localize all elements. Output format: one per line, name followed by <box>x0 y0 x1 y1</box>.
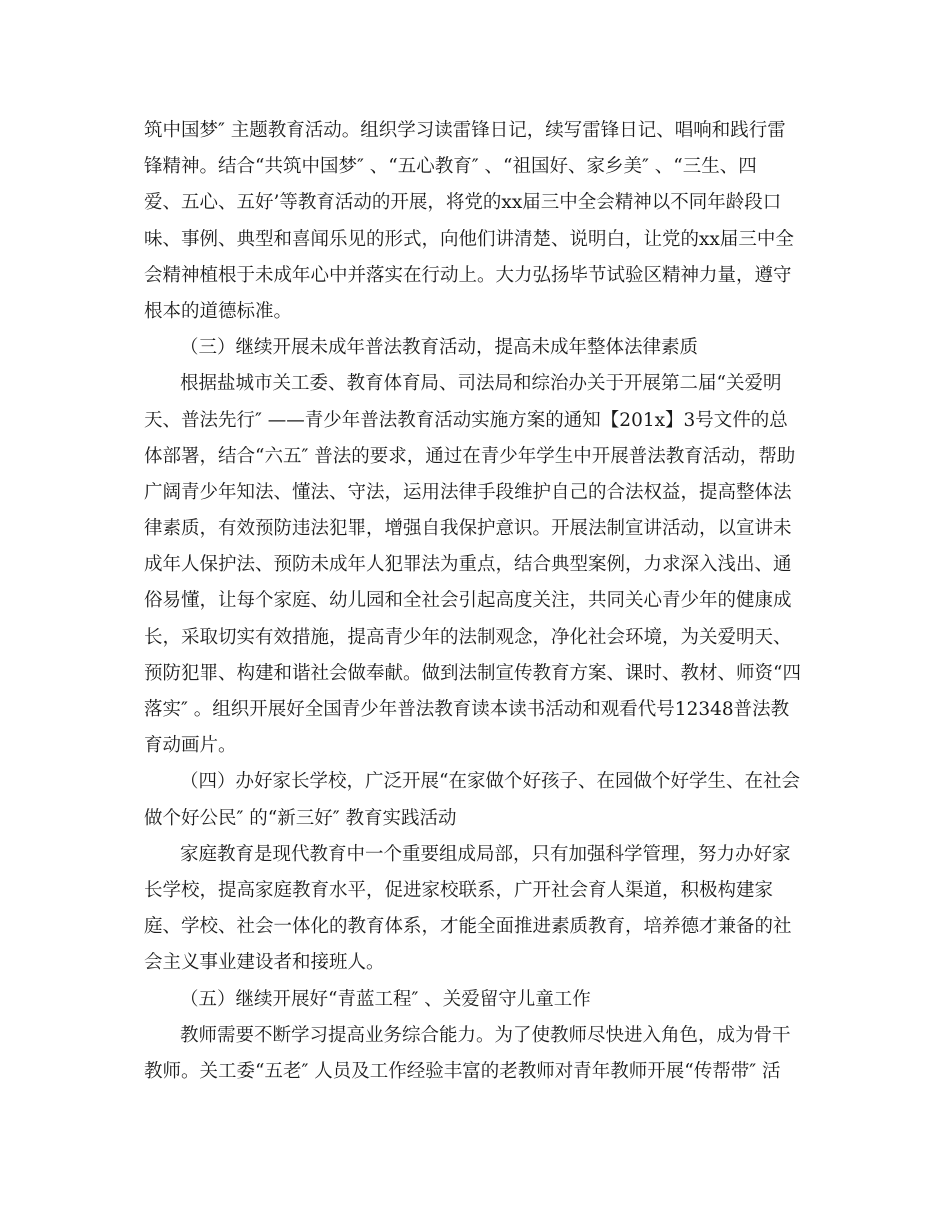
paragraph-first-line: 教师需要不断学习提高业务综合能力。为了使教师尽快进入角色，成为骨干 <box>180 1024 791 1046</box>
text-line: 爱、五心、五好’等教育活动的开展，将党的xx届三中全会精神以不同年龄段口 <box>144 192 782 214</box>
text-line: 庭、学校、社会一体化的教育体系，才能全面推进素质教育，培养德才兼备的社 <box>144 916 792 938</box>
text-line: 教师。关工委“五老″ 人员及工作经验丰富的老教师对青年教师开展“传帮带″ 活 <box>144 1060 781 1082</box>
paragraph-first-line: （四）办好家长学校，广泛开展“在家做个好孩子、在园做个好学生、在社会 <box>180 771 800 793</box>
document-body <box>144 113 812 1090</box>
text-line: 育动画片。 <box>144 735 237 757</box>
text-line: 根本的道德标准。 <box>144 300 293 322</box>
text-line: 会主义事业建设者和接班人。 <box>144 952 385 974</box>
paragraph-first-line: 根据盐城市关工委、教育体育局、司法局和综治办关于开展第二届“关爱明 <box>180 373 782 395</box>
text-line: 成年人保护法、预防未成年人犯罪法为重点，结合典型案例，力求深入浅出、通 <box>144 554 792 576</box>
paragraph-first-line: （三）继续开展未成年普法教育活动，提高未成年整体法律素质 <box>180 337 699 359</box>
text-line: 广阔青少年知法、懂法、守法，运用法律手段维护自己的合法权益，提高整体法 <box>144 481 792 503</box>
text-line: 律素质，有效预防违法犯罪，增强自我保护意识。开展法制宣讲活动，以宣讲未 <box>144 518 792 540</box>
text-line: 锋精神。结合“共筑中国梦″ 、“五心教育″ 、“祖国好、家乡美″ 、“三生、四 <box>144 156 757 178</box>
text-line: 味、事例、典型和喜闻乐见的形式，向他们讲清楚、说明白，让党的xx届三中全 <box>144 228 794 250</box>
text-line: 预防犯罪、构建和谐社会做奉献。做到法制宣传教育方案、课时、教材、师资“四 <box>144 662 801 684</box>
text-line: 落实″ 。组织开展好全国青少年普法教育读本读书活动和观看代号12348普法教 <box>144 699 790 720</box>
text-line: 俗易懂，让每个家庭、幼儿园和全社会引起高度关注，共同关心青少年的健康成 <box>144 590 792 612</box>
text-line: 筑中国梦″ 主题教育活动。组织学习读雷锋日记，续写雷锋日记、唱响和践行雷 <box>144 120 786 141</box>
text-line: 会精神植根于未成年心中并落实在行动上。大力弘扬毕节试验区精神力量，遵守 <box>144 264 792 286</box>
paragraph-first-line: （五）继续开展好“青蓝工程″ 、关爱留守儿童工作 <box>180 988 591 1010</box>
text-line: 长，采取切实有效措施，提高青少年的法制观念，净化社会环境，为关爱明天、 <box>144 626 792 648</box>
text-line: 体部署，结合“六五″ 普法的要求，通过在青少年学生中开展普法教育活动，帮助 <box>144 445 796 467</box>
text-line: 天、普法先行″ ——青少年普法教育活动实施方案的通知【201x】3号文件的总 <box>144 409 788 431</box>
text-line: 长学校，提高家庭教育水平，促进家校联系，广开社会育人渠道，积极构建家 <box>144 879 774 901</box>
paragraph-first-line: 家庭教育是现代教育中一个重要组成局部，只有加强科学管理，努力办好家 <box>180 843 791 865</box>
text-line: 做个好公民″ 的“新三好″ 教育实践活动 <box>144 807 457 829</box>
